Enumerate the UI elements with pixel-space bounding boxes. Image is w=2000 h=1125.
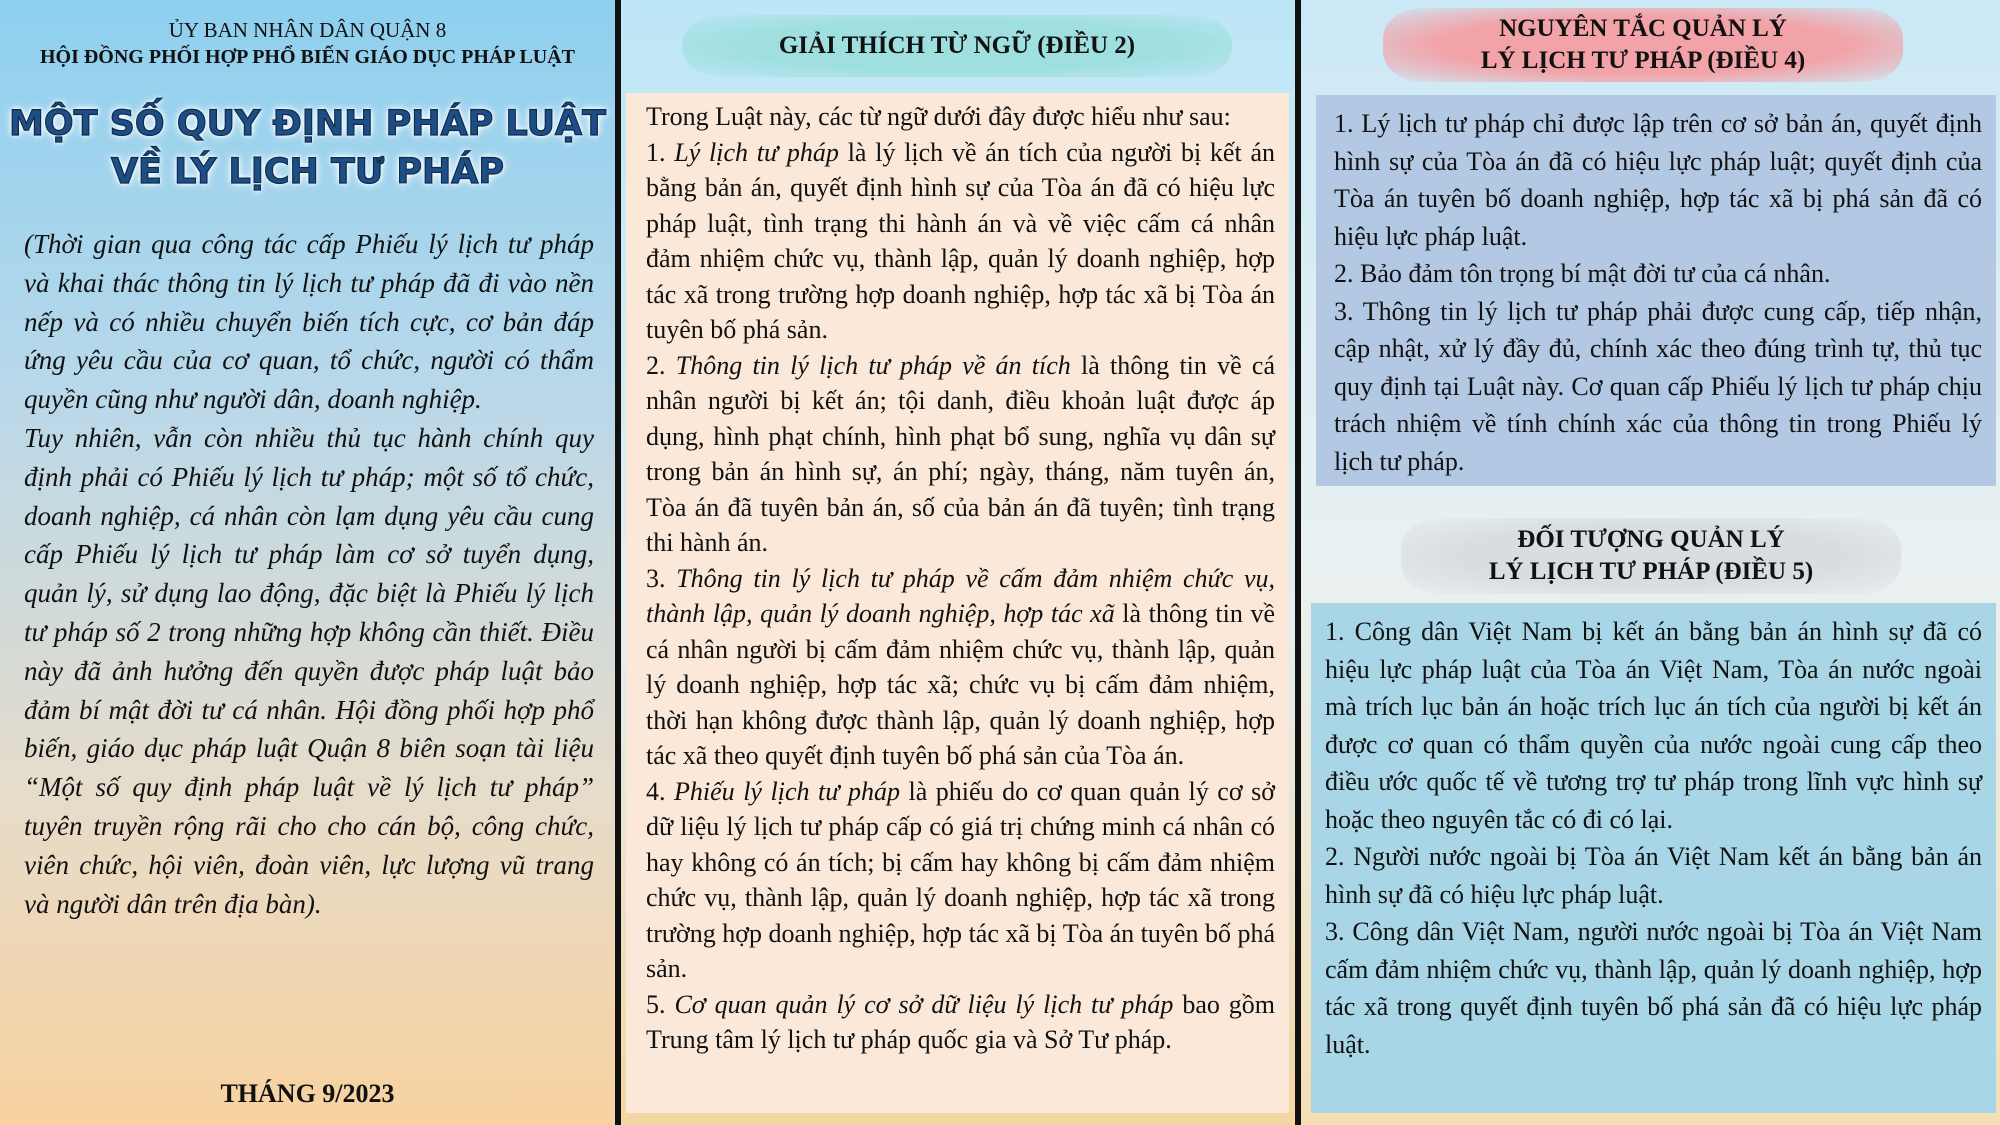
subjects-box (1311, 603, 1996, 1113)
principles-box (1316, 95, 1996, 486)
principle-item: 2. Bảo đảm tôn trọng bí mật đời tư của cá nhân. (1334, 259, 1831, 288)
principles-panel (1301, 0, 2000, 1125)
definitions-panel (621, 0, 1295, 1125)
intro-paragraph-2: Tuy nhiên, vẫn còn nhiều thủ tục hành chính quy định phải có Phiếu lý lịch tư pháp; một số tổ chức, doanh nghiệp, cá nhân còn lạm dụng yêu cầu cung cấp Phiếu lý lịch tư pháp làm cơ sở tuyển dụng, quản lý, sử dụng lao động, đặc biệt là Phiếu lý lịch tư pháp số 2 trong những hợp không cần thiết. Điều này đã ảnh hưởng đến quyền được pháp luật bảo đảm bí mật đời tư cá nhân. Hội đồng phối hợp phổ biến, giáo dục pháp luật Quận 8 biên soạn tài liệu “Một số quy định pháp luật về lý lịch tư pháp” tuyên truyền rộng rãi cho cho cán bộ, công chức, viên chức, hội viên, đoàn viên, lực lượng vũ trang và người dân trên địa bàn). (24, 422, 594, 919)
subject-item: 2. Người nước ngoài bị Tòa án Việt Nam kết án bằng bản án hình sự đã có hiệu lực pháp luật. (1325, 842, 1982, 909)
definition-item: 4. Phiếu lý lịch tư pháp là phiếu do cơ quan quản lý cơ sở dữ liệu lý lịch tư pháp cấp có giá trị chứng minh cá nhân có hay không có án tích; bị cấm hay không bị cấm đảm nhiệm chức vụ, thành lập, quản lý doanh nghiệp, hợp tác xã trong trường hợp doanh nghiệp, hợp tác xã bị Tòa án tuyên bố phá sản. (646, 776, 1275, 983)
subject-item: 3. Công dân Việt Nam, người nước ngoài bị Tòa án Việt Nam cấm đảm nhiệm chức vụ, thành lập, quản lý doanh nghiệp, hợp tác xã trong quyết định tuyên bố phá sản đã có hiệu lực pháp luật. (1325, 917, 1982, 1059)
definition-term: Lý lịch tư pháp (674, 137, 839, 167)
definition-term: Phiếu lý lịch tư pháp (674, 776, 900, 806)
principle-item: 1. Lý lịch tư pháp chỉ được lập trên cơ sở bản án, quyết định hình sự của Tòa án đã có hiệu lực pháp luật; quyết định của Tòa án tuyên bố doanh nghiệp, hợp tác xã bị phá sản đã có hiệu lực pháp luật. (1334, 109, 1982, 251)
definitions-body (646, 99, 1275, 1058)
main-title-line2: VỀ LÝ LỊCH TƯ PHÁP (110, 152, 505, 192)
main-title (0, 100, 615, 196)
subject-item: 1. Công dân Việt Nam bị kết án bằng bản án hình sự đã có hiệu lực pháp luật của Tòa án Việt Nam, Tòa án nước ngoài mà trích lục bản án hoặc trích lục án tích của người bị kết án được cơ quan có thẩm quyền của nước ngoài cung cấp theo điều ước quốc tế về tương trợ tư pháp trong lĩnh vực hình sự hoặc theo nguyên tắc có đi có lại. (1325, 617, 1982, 834)
definition-term: Thông tin lý lịch tư pháp về án tích (675, 350, 1071, 380)
council-name: HỘI ĐỒNG PHỐI HỢP PHỔ BIẾN GIÁO DỤC PHÁP LUẬT (39, 46, 576, 68)
definition-item: 5. Cơ quan quản lý cơ sở dữ liệu lý lịch tư pháp bao gồm Trung tâm lý lịch tư pháp quốc gia và Sở Tư pháp. (646, 989, 1276, 1054)
intro-text (24, 225, 594, 923)
definition-item: 3. Thông tin lý lịch tư pháp về cấm đảm nhiệm chức vụ, thành lập, quản lý doanh nghiệp, hợp tác xã là thông tin về cá nhân người bị cấm đảm nhiệm chức vụ, thành lập, quản lý doanh nghiệp, hợp tác xã; chức vụ bị cấm đảm nhiệm, thời hạn không được thành lập, quản lý doanh nghiệp, hợp tác xã theo quyết định tuyên bố phá sản của Tòa án. (646, 563, 1275, 770)
principles-heading (1383, 8, 1903, 82)
definition-term: Thông tin lý lịch tư pháp về cấm đảm nhiệm chức vụ, thành lập, quản lý doanh nghiệp, hợp tác xã (646, 563, 1275, 628)
definitions-lead: Trong Luật này, các từ ngữ dưới đây được hiểu như sau: (646, 102, 1231, 131)
definition-term: Cơ quan quản lý cơ sở dữ liệu lý lịch tư pháp (674, 989, 1174, 1019)
definitions-heading (682, 15, 1232, 77)
subjects-heading (1401, 518, 1901, 594)
org-name: ỦY BAN NHÂN DÂN QUẬN 8 (168, 18, 447, 42)
principles-heading-line2: LÝ LỊCH TƯ PHÁP (ĐIỀU 4) (1480, 47, 1806, 74)
definitions-heading-text: GIẢI THÍCH TỪ NGỮ (ĐIỀU 2) (778, 32, 1136, 59)
subjects-heading-line1: ĐỐI TƯỢNG QUẢN LÝ (1517, 526, 1785, 553)
cover-panel (0, 0, 615, 1125)
definition-item: 1. Lý lịch tư pháp là lý lịch về án tích của người bị kết án bằng bản án, quyết định hình sự của Tòa án đã có hiệu lực pháp luật, tình trạng thi hành án và về việc cấm cá nhân đảm nhiệm chức vụ, thành lập, quản lý doanh nghiệp, hợp tác xã trong trường hợp doanh nghiệp, hợp tác xã bị Tòa án tuyên bố phá sản. (646, 137, 1275, 344)
intro-paragraph-1: (Thời gian qua công tác cấp Phiếu lý lịch tư pháp và khai thác thông tin lý lịch tư pháp đã đi vào nền nếp và có nhiều chuyển biến tích cực, cơ bản đáp ứng yêu cầu của cơ quan, tổ chức, người có thẩm quyền cũng như người dân, doanh nghiệp. (24, 229, 594, 415)
main-title-line1: MỘT SỐ QUY ĐỊNH PHÁP LUẬT (9, 104, 606, 144)
principles-heading-line1: NGUYÊN TẮC QUẢN LÝ (1499, 15, 1787, 42)
definitions-box (626, 93, 1289, 1113)
definition-item: 2. Thông tin lý lịch tư pháp về án tích là thông tin về cá nhân người bị kết án; tội danh, điều khoản luật được áp dụng, hình phạt chính, hình phạt bổ sung, nghĩa vụ dân sự trong bản án hình sự, án phí; ngày, tháng, năm tuyên án, Tòa án đã tuyên bản án, số của bản án đã tuyên; tình trạng thi hành án. (646, 350, 1275, 557)
principle-item: 3. Thông tin lý lịch tư pháp phải được cung cấp, tiếp nhận, cập nhật, xử lý đầy đủ, chính xác theo đúng trình tự, thủ tục quy định tại Luật này. Cơ quan cấp Phiếu lý lịch tư pháp chịu trách nhiệm về tính chính xác của thông tin trong Phiếu lý lịch tư pháp. (1334, 296, 1982, 476)
subjects-body (1325, 613, 1982, 1063)
issue-date: THÁNG 9/2023 (220, 1079, 395, 1108)
principles-body (1334, 105, 1982, 480)
subjects-heading-line2: LÝ LỊCH TƯ PHÁP (ĐIỀU 5) (1488, 558, 1814, 585)
